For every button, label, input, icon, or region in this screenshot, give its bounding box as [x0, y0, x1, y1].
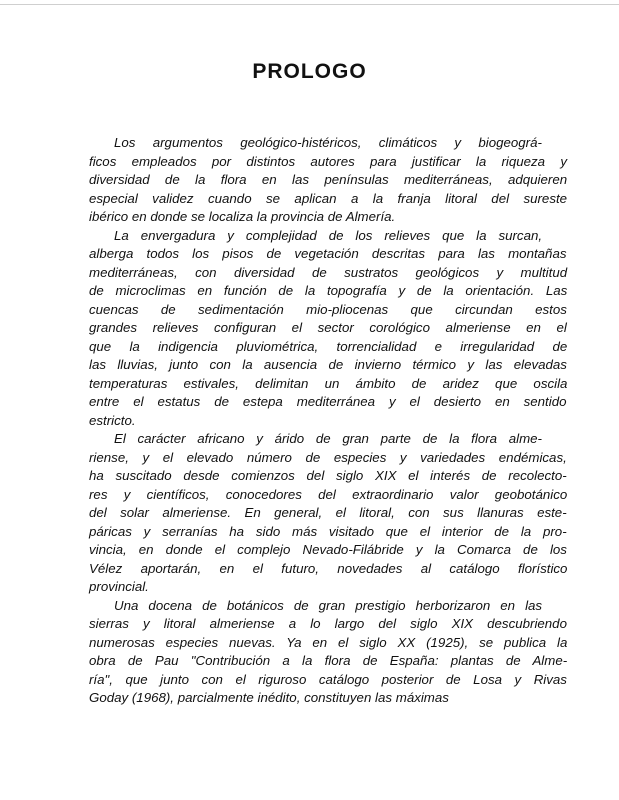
- text-line: ría", que junto con el riguroso catálogo posterior de Losa y Rivas: [89, 671, 567, 687]
- text-line: vincia, en donde el complejo Nevado-Filábride y la Comarca de los: [89, 542, 567, 557]
- paragraph: [89, 227, 567, 431]
- text-line: obra de Pau "Contribución a la flora de España: plantas de Alme-: [89, 653, 568, 668]
- text-line: Goday (1968), parcialmente inédito, constituyen las máximas: [89, 690, 449, 705]
- scan-edge-rule: [0, 4, 619, 5]
- text-line: especial validez cuando se aplican a la franja litoral del sureste: [89, 190, 568, 206]
- text-line: numerosas especies nuevas. Ya en el siglo XX (1925), se publica la: [89, 634, 568, 650]
- text-line: sierras y litoral almeriense a lo largo del siglo XIX descubriendo: [89, 616, 567, 631]
- page-title: PROLOGO: [252, 60, 367, 83]
- prologue-body: [89, 134, 567, 708]
- text-line: las lluvias, junto con la ausencia de invierno térmico y las elevadas: [89, 357, 567, 372]
- text-line: estricto.: [89, 412, 136, 428]
- text-line: provincial.: [89, 579, 149, 594]
- text-line: de microclimas en función de la topografía y de la orientación. Las: [89, 283, 568, 298]
- text-line: La envergadura y complejidad de los relieves que la surcan,: [114, 227, 543, 243]
- text-line: temperaturas estivales, delimitan un ámbito de aridez que oscila: [89, 375, 568, 391]
- text-line: alberga todos los pisos de vegetación descritas para las montañas: [89, 246, 567, 261]
- paragraph: [89, 597, 567, 708]
- text-line: cuencas de sedimentación mio-pliocenas que circundan estos: [89, 301, 567, 317]
- text-line: diversidad de la flora en las penínsulas mediterráneas, adquieren: [89, 172, 568, 187]
- text-line: entre el estatus de estepa mediterránea y el desierto en sentido: [89, 394, 567, 409]
- paragraph: [89, 430, 567, 597]
- text-line: ficos empleados por distintos autores para justificar la riqueza y: [89, 153, 567, 169]
- text-line: ha suscitado desde comienzos del siglo XIX el interés de recolecto-: [89, 468, 567, 483]
- text-line: mediterráneas, con diversidad de sustratos geológicos y multitud: [89, 264, 568, 280]
- text-line: grandes relieves configuran el sector corológico almeriense en el: [89, 320, 567, 335]
- text-line: del solar almeriense. En general, el litoral, con sus llanuras este-: [89, 505, 567, 520]
- text-line: Una docena de botánicos de gran prestigio herborizaron en las: [114, 597, 543, 613]
- text-line: que la indigencia pluviométrica, torrencialidad e irregularidad de: [89, 338, 568, 354]
- text-line: riense, y el elevado número de especies y variedades endémicas,: [89, 449, 567, 465]
- text-line: Los argumentos geológico-histéricos, climáticos y biogeográ-: [114, 135, 542, 150]
- paragraph: [89, 134, 567, 227]
- text-line: ibérico en donde se localiza la provincia de Almería.: [89, 209, 396, 224]
- text-line: páricas y serranías ha sido más visitado que el interior de la pro-: [89, 523, 567, 539]
- text-line: Vélez aportarán, en el futuro, novedades al catálogo florístico: [89, 560, 568, 576]
- text-line: El carácter africano y árido de gran parte de la flora alme-: [114, 431, 542, 446]
- text-line: res y científicos, conocedores del extraordinario valor geobotánico: [89, 486, 568, 502]
